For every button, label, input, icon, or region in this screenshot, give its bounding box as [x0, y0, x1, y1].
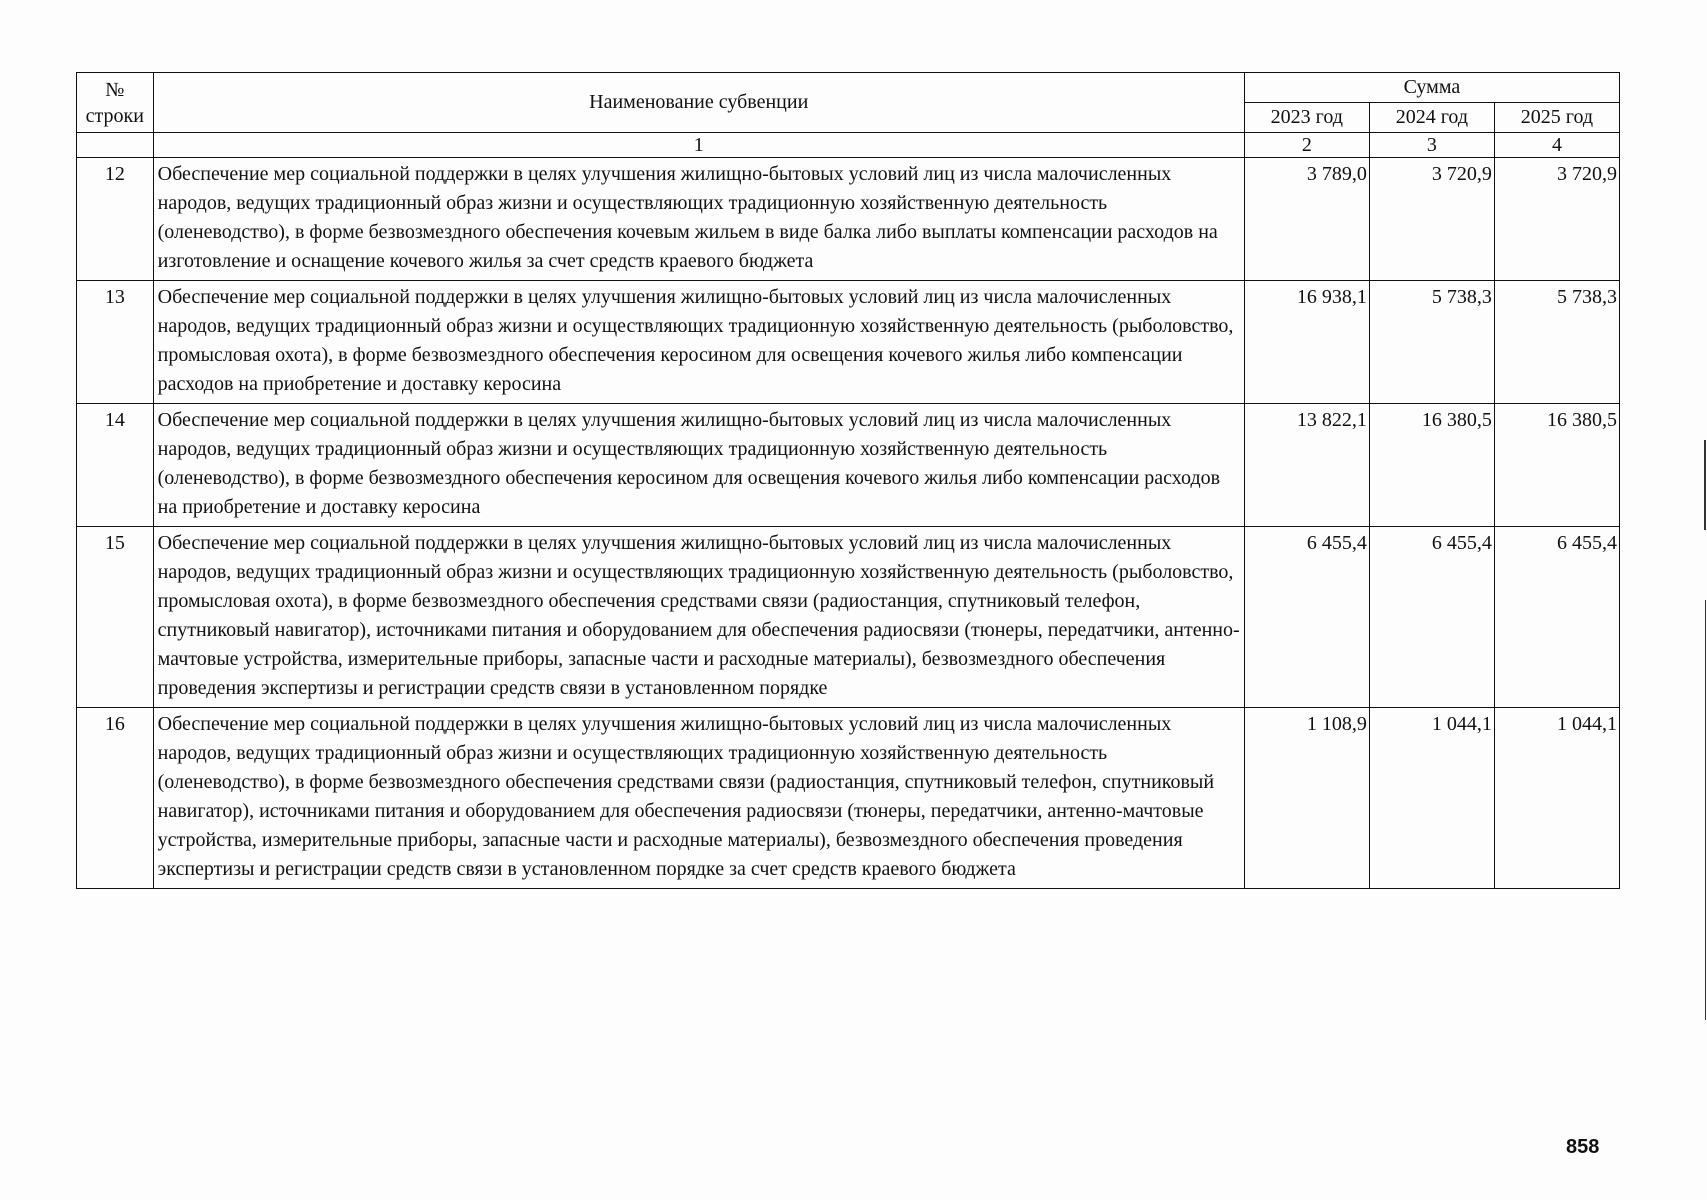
- header-sum: Сумма: [1244, 73, 1619, 103]
- amount-2024: 6 455,4: [1369, 527, 1494, 708]
- amount-2025: 16 380,5: [1494, 404, 1619, 527]
- table-row: [77, 158, 1620, 281]
- header-year-2023: 2023 год: [1244, 103, 1369, 133]
- amount-2023: 3 789,0: [1244, 158, 1369, 281]
- table-row: [77, 281, 1620, 404]
- row-number: 13: [77, 281, 154, 404]
- amount-2023: 16 938,1: [1244, 281, 1369, 404]
- header-row-number: [77, 73, 154, 133]
- amount-2025: 6 455,4: [1494, 527, 1619, 708]
- table-row: [77, 527, 1620, 708]
- amount-2023: 1 108,9: [1244, 708, 1369, 889]
- subvention-name: Обеспечение мер социальной поддержки в целях улучшения жилищно-бытовых условий лиц из числа малочисленных народов, ведущих традиционный образ жизни и осуществляющих традиционную хозяйственную деятельность (рыболовство, промысловая охота), в форме безвозмездного обеспечения средствами связи (радиостанция, спутниковый телефон, спутниковый навигатор), источниками питания и оборудованием для обеспечения радиосвязи (тюнеры, передатчики, антенно-мачтовые устройства, измерительные приборы, запасные части и расходные материалы), безвозмездного обеспечения проведения экспертизы и регистрации средств связи в установленном порядке: [153, 527, 1244, 708]
- header-col-number-4: 4: [1494, 133, 1619, 158]
- header-subvention-name: Наименование субвенции: [153, 73, 1244, 133]
- header-year-2025: 2025 год: [1494, 103, 1619, 133]
- subvention-table: [76, 72, 1620, 889]
- table-row: [77, 708, 1620, 889]
- scan-edge-artifact: [1704, 440, 1706, 530]
- header-col-number-1: 1: [153, 133, 1244, 158]
- table-row: [77, 404, 1620, 527]
- row-number: 15: [77, 527, 154, 708]
- row-number: 14: [77, 404, 154, 527]
- amount-2025: 1 044,1: [1494, 708, 1619, 889]
- amount-2024: 3 720,9: [1369, 158, 1494, 281]
- row-number: 12: [77, 158, 154, 281]
- amount-2024: 16 380,5: [1369, 404, 1494, 527]
- amount-2025: 5 738,3: [1494, 281, 1619, 404]
- page-number: 858: [1566, 1136, 1600, 1158]
- amount-2025: 3 720,9: [1494, 158, 1619, 281]
- header-year-2024: 2024 год: [1369, 103, 1494, 133]
- scan-edge-artifact: [1705, 600, 1706, 1020]
- row-number: 16: [77, 708, 154, 889]
- amount-2024: 1 044,1: [1369, 708, 1494, 889]
- subvention-name: Обеспечение мер социальной поддержки в целях улучшения жилищно-бытовых условий лиц из числа малочисленных народов, ведущих традиционный образ жизни и осуществляющих традиционную хозяйственную деятельность (оленеводство), в форме безвозмездного обеспечения керосином для освещения кочевого жилья либо компенсации расходов на приобретение и доставку керосина: [153, 404, 1244, 527]
- header-col-number-2: 2: [1244, 133, 1369, 158]
- amount-2023: 6 455,4: [1244, 527, 1369, 708]
- header-row-number-symbol: №: [105, 78, 125, 101]
- amount-2023: 13 822,1: [1244, 404, 1369, 527]
- table-header: [77, 73, 1620, 158]
- header-row-number-word: строки: [85, 104, 144, 127]
- amount-2024: 5 738,3: [1369, 281, 1494, 404]
- subvention-name: Обеспечение мер социальной поддержки в целях улучшения жилищно-бытовых условий лиц из числа малочисленных народов, ведущих традиционный образ жизни и осуществляющих традиционную хозяйственную деятельность (рыболовство, промысловая охота), в форме безвозмездного обеспечения керосином для освещения кочевого жилья либо компенсации расходов на приобретение и доставку керосина: [153, 281, 1244, 404]
- table-body: [77, 158, 1620, 889]
- subvention-name: Обеспечение мер социальной поддержки в целях улучшения жилищно-бытовых условий лиц из числа малочисленных народов, ведущих традиционный образ жизни и осуществляющих традиционную хозяйственную деятельность (оленеводство), в форме безвозмездного обеспечения кочевым жильем в виде балка либо выплаты компенсации расходов на изготовление и оснащение кочевого жилья за счет средств краевого бюджета: [153, 158, 1244, 281]
- header-col-number-0: [77, 133, 154, 158]
- header-col-number-3: 3: [1369, 133, 1494, 158]
- subvention-name: Обеспечение мер социальной поддержки в целях улучшения жилищно-бытовых условий лиц из числа малочисленных народов, ведущих традиционный образ жизни и осуществляющих традиционную хозяйственную деятельность (оленеводство), в форме безвозмездного обеспечения средствами связи (радиостанция, спутниковый телефон, спутниковый навигатор), источниками питания и оборудованием для обеспечения радиосвязи (тюнеры, передатчики, антенно-мачтовые устройства, измерительные приборы, запасные части и расходные материалы), безвозмездного обеспечения проведения экспертизы и регистрации средств связи в установленном порядке за счет средств краевого бюджета: [153, 708, 1244, 889]
